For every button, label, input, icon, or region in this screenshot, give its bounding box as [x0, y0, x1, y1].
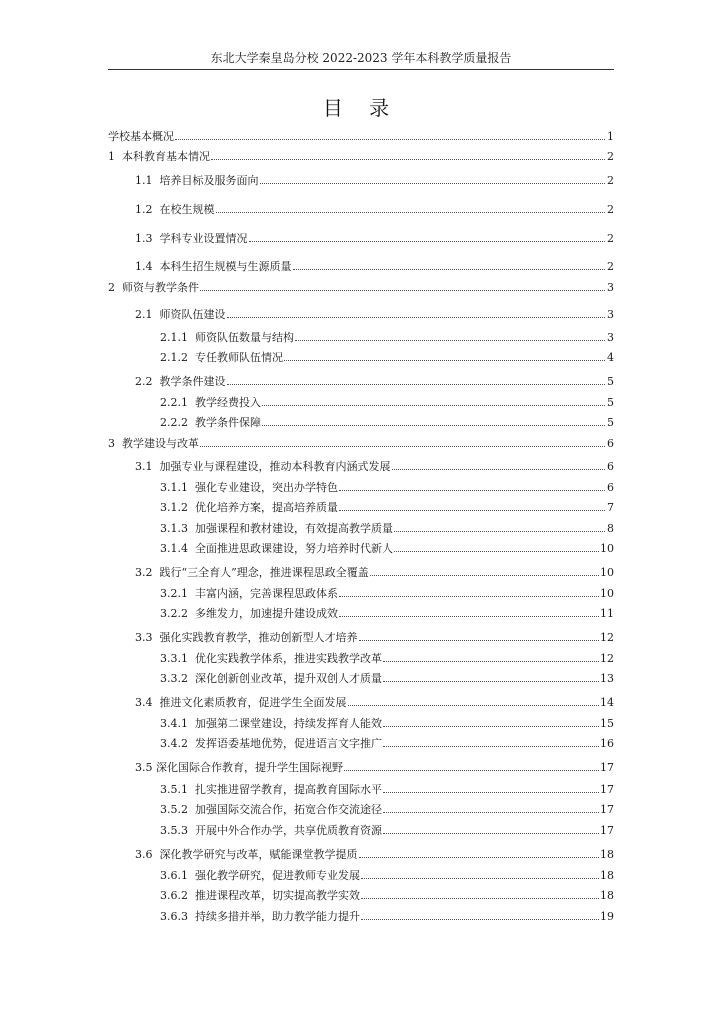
toc-entry-page: 17 [600, 761, 614, 774]
toc-entry[interactable] [160, 735, 614, 751]
toc-entry[interactable] [108, 128, 614, 144]
toc-entry-number: 1.2 [135, 203, 160, 216]
toc-entry[interactable] [108, 148, 614, 164]
toc-entry-page: 2 [607, 232, 614, 245]
dot-leader [339, 596, 599, 597]
toc-entry-page: 5 [607, 416, 614, 429]
toc-entry[interactable] [160, 715, 614, 731]
toc-entry-page: 10 [600, 587, 614, 600]
toc-entry[interactable] [160, 867, 614, 883]
toc-entry-number: 3.6.1 [160, 869, 195, 882]
toc-entry-page: 6 [607, 481, 614, 494]
toc-entry[interactable] [160, 349, 614, 365]
toc-entry[interactable] [135, 629, 614, 645]
dot-leader [339, 510, 605, 511]
toc-entry-number: 2.1.2 [160, 351, 195, 364]
toc-entry-number: 3.1.1 [160, 481, 195, 494]
toc-entry-label: 多维发力，加速提升建设成效 [194, 607, 338, 620]
dot-leader [383, 833, 599, 834]
toc-entry-page: 2 [607, 174, 614, 187]
toc-entry-number: 2.2.1 [160, 396, 195, 409]
dot-leader [227, 384, 606, 385]
toc-entry-page: 4 [607, 351, 614, 364]
toc-entry-page: 3 [607, 281, 614, 294]
toc-entry-page: 19 [600, 910, 614, 923]
toc-entry-page: 12 [600, 631, 614, 644]
toc-entry-label: 师资与教学条件 [122, 281, 199, 294]
toc-title: 目 录 [322, 96, 400, 120]
dot-leader [344, 770, 599, 771]
toc-entry-number: 1 [108, 150, 122, 163]
toc-entry[interactable] [108, 435, 614, 451]
toc-entry-number: 3.1.4 [160, 542, 195, 555]
toc-entry-number: 3.5.2 [160, 803, 195, 816]
dot-leader [211, 159, 605, 160]
dot-leader [175, 139, 605, 140]
toc-entry-page: 13 [600, 672, 614, 685]
toc-entry-number: 2.1 [135, 308, 160, 321]
toc-entry[interactable] [135, 458, 614, 474]
toc-entry-number: 2 [108, 281, 122, 294]
toc-entry-label: 推进课程改革，切实提高教学实效 [194, 889, 360, 902]
toc-entry-page: 17 [600, 803, 614, 816]
toc-entry-label: 学校基本概况 [108, 130, 174, 143]
toc-entry-page: 8 [607, 522, 614, 535]
toc-entry[interactable] [160, 329, 614, 345]
toc-entry-page: 3 [607, 331, 614, 344]
toc-entry-number: 3.5.3 [160, 824, 195, 837]
toc-entry[interactable] [135, 759, 614, 775]
dot-leader [361, 898, 599, 899]
toc-entry-label: 优化实践教学体系，推进实践教学改革 [194, 652, 382, 665]
toc-entry[interactable] [108, 279, 614, 295]
toc-entry-page: 5 [607, 375, 614, 388]
toc-entry-label: 强化教学研究，促进教师专业发展 [194, 869, 360, 882]
toc-entry-label: 加强课程和教材建设，有效提高教学质量 [194, 522, 393, 535]
toc-entry-number: 3.4 [135, 696, 160, 709]
toc-entry-page: 1 [607, 130, 614, 143]
dot-leader [392, 469, 606, 470]
toc-entry-label: 师资队伍建设 [159, 308, 226, 321]
running-header: 东北大学秦皇岛分校 2022-2023 学年本科教学质量报告 [210, 51, 512, 65]
toc-entry-page: 6 [607, 437, 614, 450]
toc-entry-number: 3.3.1 [160, 652, 195, 665]
toc-entry-number: 3.6.3 [160, 910, 195, 923]
dot-leader [348, 705, 600, 706]
toc-entry-number: 1.3 [135, 232, 160, 245]
toc-entry-number: 3.2 [135, 566, 160, 579]
toc-entry-label: 丰富内涵，完善课程思政体系 [194, 587, 338, 600]
dot-leader [383, 681, 599, 682]
header-rule [108, 69, 614, 70]
dot-leader [370, 575, 599, 576]
toc-entry[interactable] [135, 306, 614, 322]
toc-entry-number: 3.2.1 [160, 587, 195, 600]
toc-entry-page: 5 [607, 396, 614, 409]
toc-entry-label: 加强国际交流合作，拓宽合作交流途径 [194, 803, 382, 816]
toc-entry-label: 专任教师队伍情况 [194, 351, 283, 364]
toc-entry-label: 强化实践教育教学，推动创新型人才培养 [159, 631, 358, 644]
toc-entry-page: 11 [600, 607, 614, 620]
toc-entry-number: 3.6 [135, 848, 160, 861]
dot-leader [339, 490, 605, 491]
dot-leader [361, 919, 599, 920]
toc-entry-number: 2.2.2 [160, 416, 195, 429]
toc-entry-label: 本科教育基本情况 [122, 150, 210, 163]
toc-entry-label: 教学条件建设 [159, 375, 226, 388]
toc-entry-label: 学科专业设置情况 [159, 232, 248, 245]
toc-entry[interactable] [160, 394, 614, 410]
dot-leader [284, 360, 605, 361]
toc-entry-number: 2.2 [135, 375, 160, 388]
toc-entry-page: 18 [600, 869, 614, 882]
toc-entry[interactable] [160, 650, 614, 666]
toc-entry-label: 深化创新创业改革，提升双创人才质量 [194, 672, 382, 685]
toc-entry-page: 17 [600, 783, 614, 796]
toc-entry-label: 优化培养方案，提高培养质量 [194, 501, 338, 514]
toc-entry-page: 18 [600, 848, 614, 861]
toc-entry-page: 12 [600, 652, 614, 665]
toc-entry-label: 深化教学研究与改革，赋能课堂教学提质 [159, 848, 358, 861]
toc-entry-number: 3.1 [135, 460, 160, 473]
toc-entry[interactable] [160, 887, 614, 903]
toc-entry-label: 培养目标及服务面向 [159, 174, 259, 187]
toc-entry-label: 践行“三全育人”理念，推进课程思政全覆盖 [159, 566, 369, 579]
toc-entry-label: 师资队伍数量与结构 [194, 331, 294, 344]
toc-entry[interactable] [135, 258, 614, 274]
toc-entry-page: 2 [607, 150, 614, 163]
toc-entry-number: 3 [108, 437, 122, 450]
toc-entry[interactable] [160, 670, 614, 686]
dot-leader [394, 551, 599, 552]
toc-entry-page: 18 [600, 889, 614, 902]
toc-entry[interactable] [135, 373, 614, 389]
dot-leader [293, 269, 606, 270]
toc-entry-number: 3.5.1 [160, 783, 195, 796]
toc-entry-number: 3.1.3 [160, 522, 195, 535]
dot-leader [383, 746, 599, 747]
dot-leader [295, 340, 605, 341]
toc-entry[interactable] [160, 801, 614, 817]
dot-leader [200, 446, 605, 447]
toc-entry-page: 14 [600, 696, 614, 709]
toc-entry-label: 开展中外合作办学，共享优质教育资源 [194, 824, 382, 837]
dot-leader [260, 183, 606, 184]
toc-entry-number: 3.3 [135, 631, 160, 644]
toc-entry[interactable] [160, 520, 614, 536]
toc-entry-number: 1.4 [135, 260, 160, 273]
toc-entry[interactable] [160, 908, 614, 924]
toc-entry-page: 10 [600, 566, 614, 579]
toc-entry-label: 强化专业建设，突出办学特色 [194, 481, 338, 494]
toc-entry-label: 持续多措并举，助力教学能力提升 [194, 910, 360, 923]
toc-entry-page: 15 [600, 717, 614, 730]
toc-entry[interactable] [135, 201, 614, 217]
toc-entry-label: 深化国际合作教育，提升学生国际视野 [156, 761, 343, 774]
toc-entry-number: 2.1.1 [160, 331, 195, 344]
toc-entry-label: 加强第二课堂建设，持续发挥育人能效 [194, 717, 382, 730]
toc-entry-number: 3.2.2 [160, 607, 195, 620]
toc-entry-label: 推进文化素质教育，促进学生全面发展 [159, 696, 347, 709]
toc-entry-label: 在校生规模 [159, 203, 215, 216]
toc-entry-number: 3.5 [135, 761, 156, 774]
dot-leader [359, 640, 600, 641]
toc-entry-number: 3.4.2 [160, 737, 195, 750]
dot-leader [249, 241, 606, 242]
toc-entry[interactable] [135, 230, 614, 246]
toc-entry[interactable] [160, 585, 614, 601]
toc-entry-page: 6 [607, 460, 614, 473]
toc-entry[interactable] [160, 499, 614, 515]
toc-entry[interactable] [160, 781, 614, 797]
dot-leader [200, 290, 605, 291]
toc-entry[interactable] [160, 414, 614, 430]
toc-entry-page: 16 [600, 737, 614, 750]
toc-entry-page: 2 [607, 203, 614, 216]
dot-leader [383, 726, 599, 727]
toc-entry-page: 2 [607, 260, 614, 273]
toc-entry-page: 7 [607, 501, 614, 514]
toc-entry-number: 3.4.1 [160, 717, 195, 730]
toc-entry[interactable] [160, 822, 614, 838]
toc-entry[interactable] [135, 694, 614, 710]
toc-entry-number: 3.3.2 [160, 672, 195, 685]
dot-leader [262, 405, 605, 406]
dot-leader [262, 425, 605, 426]
toc-entry[interactable] [160, 605, 614, 621]
toc-entry-number: 1.1 [135, 174, 160, 187]
toc-entry-label: 加强专业与课程建设，推动本科教育内涵式发展 [159, 460, 391, 473]
toc-entry[interactable] [160, 540, 614, 556]
toc-entry-label: 全面推进思政课建设，努力培养时代新人 [194, 542, 393, 555]
toc-entry-label: 扎实推进留学教育，提高教育国际水平 [194, 783, 382, 796]
toc-entry-label: 教学建设与改革 [122, 437, 199, 450]
dot-leader [216, 212, 606, 213]
dot-leader [383, 661, 599, 662]
dot-leader [227, 317, 606, 318]
toc-entry[interactable] [135, 172, 614, 188]
toc-entry-label: 教学经费投入 [194, 396, 261, 409]
dot-leader [383, 812, 599, 813]
toc-entry-page: 10 [600, 542, 614, 555]
toc-entry-label: 教学条件保障 [194, 416, 261, 429]
toc-entry[interactable] [160, 479, 614, 495]
toc-entry-page: 3 [607, 308, 614, 321]
toc-entry-page: 17 [600, 824, 614, 837]
dot-leader [339, 616, 599, 617]
toc-entry-number: 3.6.2 [160, 889, 195, 902]
dot-leader [359, 857, 600, 858]
dot-leader [394, 531, 605, 532]
toc-entry-number: 3.1.2 [160, 501, 195, 514]
toc-entry[interactable] [135, 846, 614, 862]
toc-entry[interactable] [135, 564, 614, 580]
toc-entry-label: 本科生招生规模与生源质量 [159, 260, 292, 273]
toc-entry-label: 发挥语委基地优势，促进语言文字推广 [194, 737, 382, 750]
dot-leader [361, 878, 599, 879]
dot-leader [383, 792, 599, 793]
